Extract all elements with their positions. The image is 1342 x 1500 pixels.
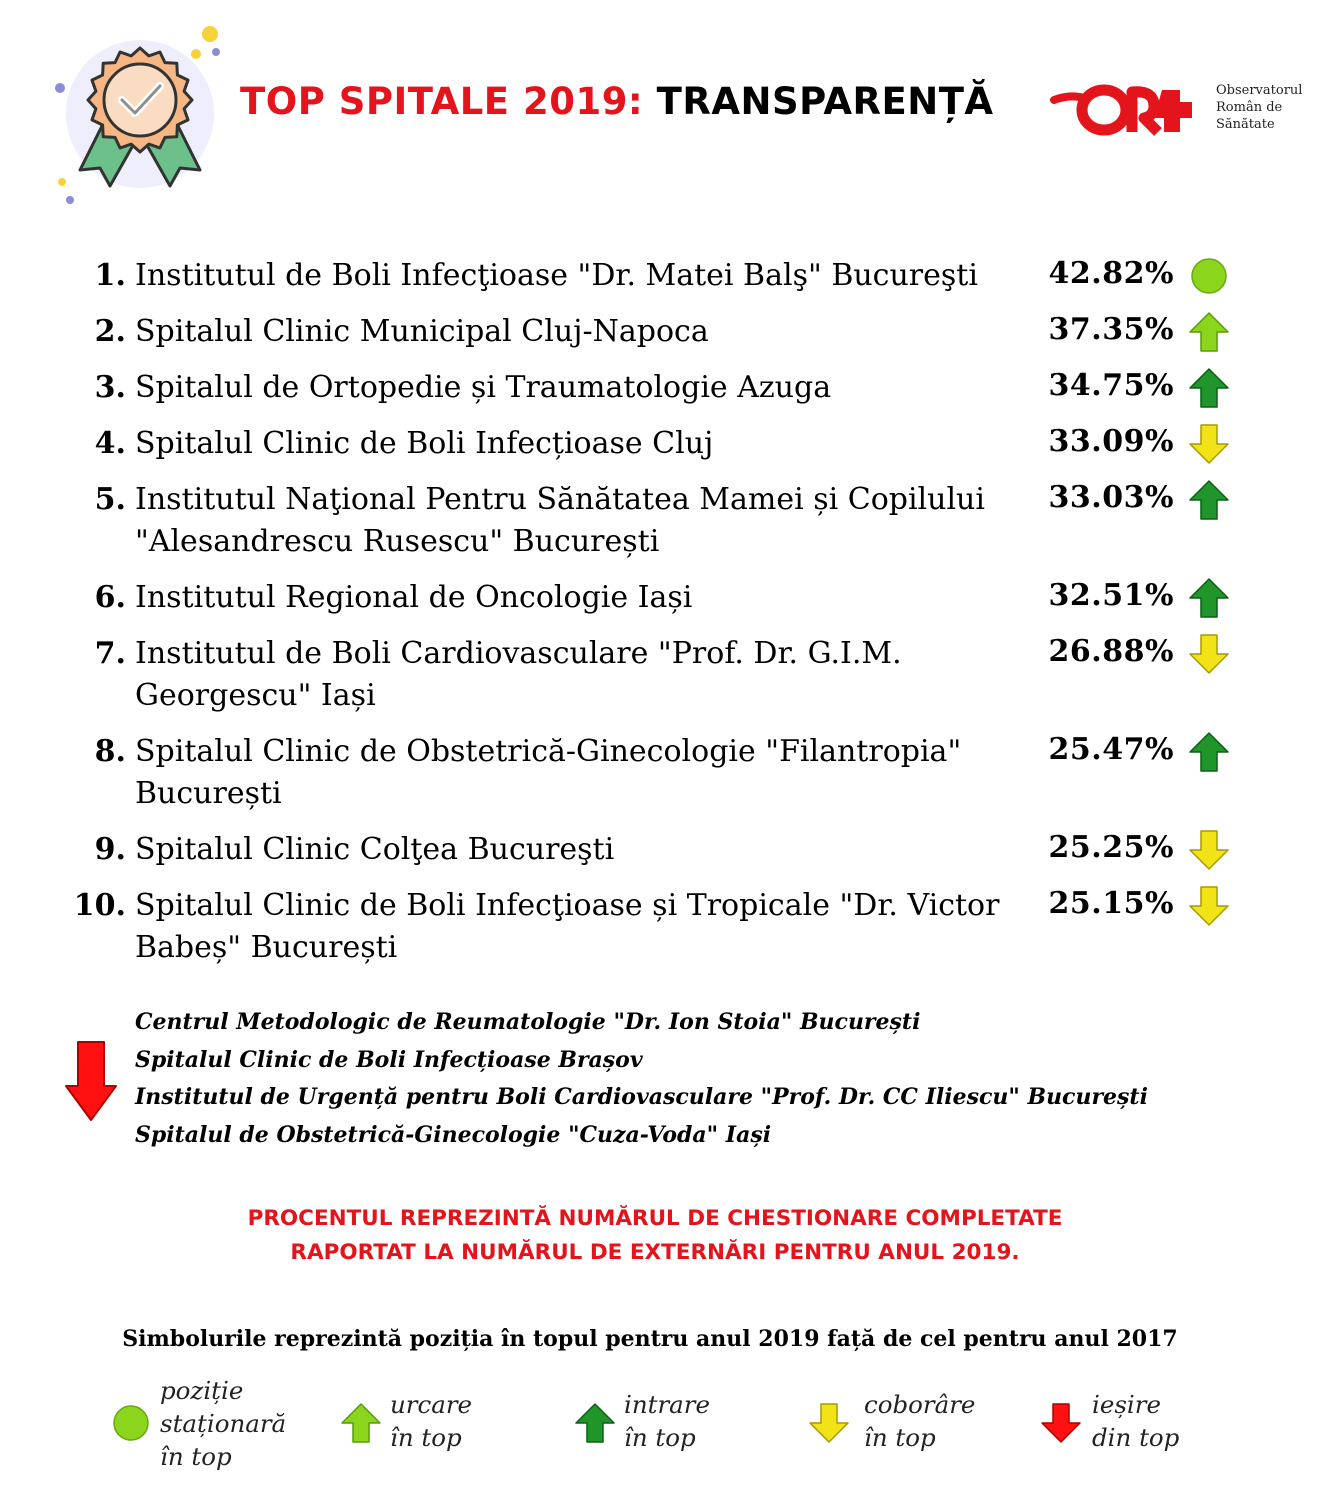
hospital-name: Institutul de Boli Infecţioase "Dr. Matei Balş" Bucureşti: [135, 258, 978, 293]
hospital-name: Spitalul Clinic de Boli Infecţioase și Tropicale "Dr. Victor Babeș" București: [135, 888, 1000, 965]
rank-number: 4.: [94, 426, 126, 461]
legend-label-line: în top: [624, 1423, 696, 1452]
hospital-name: Spitalul Clinic Municipal Cluj-Napoca: [135, 314, 709, 349]
legend-label-line: în top: [864, 1423, 936, 1452]
transparency-percent: 25.15%: [1048, 886, 1174, 921]
transparency-percent: 33.09%: [1048, 424, 1174, 459]
rank-number: 6.: [94, 580, 126, 615]
award-badge-icon: [40, 22, 240, 222]
title-red-part: TOP SPITALE 2019:: [240, 80, 644, 123]
legend-label-line: intrare: [624, 1390, 710, 1419]
exited-hospital: Centrul Metodologic de Reumatologie "Dr. Ion Stoia" București: [135, 1009, 921, 1035]
hospital-name: Spitalul Clinic Colţea Bucureşti: [135, 832, 615, 867]
arrow-down-icon: [1188, 633, 1230, 675]
rank-number: 10.: [73, 888, 126, 923]
hospital-name: Institutul Naţional Pentru Sănătatea Mamei și Copilului "Alesandrescu Rusescu" București: [135, 482, 985, 559]
circle-icon: [110, 1402, 152, 1444]
note-line: PROCENTUL REPREZINTĂ NUMĂRUL DE CHESTIONARE COMPLETATE: [247, 1206, 1063, 1231]
legend-label: [160, 1374, 286, 1473]
note-line: RAPORTAT LA NUMĂRUL DE EXTERNĂRI PENTRU ANUL 2019.: [290, 1240, 1020, 1265]
rank-number: 3.: [94, 370, 126, 405]
legend-label-line: în top: [160, 1442, 232, 1471]
legend-label: [864, 1388, 975, 1454]
transparency-percent: 25.25%: [1048, 830, 1174, 865]
ors-logo: [1050, 80, 1210, 140]
circle-icon: [1188, 255, 1230, 297]
arrow-down-icon: [1188, 885, 1230, 927]
legend-label-line: în top: [390, 1423, 462, 1452]
transparency-percent: 34.75%: [1048, 368, 1174, 403]
arrow-down-icon: [1040, 1402, 1082, 1444]
page-title: [240, 80, 994, 123]
exited-hospitals-list: [135, 1004, 1148, 1154]
rank-number: 1.: [94, 258, 126, 293]
legend-label-line: staționară: [160, 1409, 287, 1438]
legend-label: [624, 1388, 710, 1454]
rank-number: 8.: [94, 734, 126, 769]
arrow-up-icon: [1188, 577, 1230, 619]
hospital-name: Spitalul de Ortopedie și Traumatologie Azuga: [135, 370, 832, 405]
arrow-down-icon: [1188, 829, 1230, 871]
legend-label: [1092, 1388, 1179, 1454]
exited-hospital: Institutul de Urgență pentru Boli Cardiovasculare "Prof. Dr. CC Iliescu" București: [135, 1084, 1148, 1110]
arrow-up-icon: [1188, 311, 1230, 353]
arrow-up-icon: [1188, 367, 1230, 409]
transparency-percent: 37.35%: [1048, 312, 1174, 347]
arrow-up-icon: [340, 1402, 382, 1444]
exited-hospital: Spitalul de Obstetrică-Ginecologie "Cuza-Voda" Iași: [135, 1121, 772, 1148]
arrow-down-icon: [808, 1402, 850, 1444]
transparency-percent: 42.82%: [1048, 256, 1174, 291]
logo-caption-line: Român de: [1216, 100, 1283, 115]
exited-hospital: Spitalul Clinic de Boli Infecțioase Brașov: [135, 1046, 643, 1073]
legend-label-line: din top: [1092, 1423, 1180, 1452]
transparency-percent: 26.88%: [1048, 634, 1174, 669]
arrow-up-icon: [1188, 479, 1230, 521]
percentage-note: [0, 1202, 1310, 1270]
arrow-down-icon: [1188, 423, 1230, 465]
hospital-name: Institutul Regional de Oncologie Iași: [135, 580, 693, 615]
logo-caption-line: Observatorul: [1216, 83, 1303, 98]
arrow-up-icon: [574, 1402, 616, 1444]
title-black-part: TRANSPARENȚĂ: [656, 80, 994, 123]
hospital-name: Institutul de Boli Cardiovasculare "Prof. Dr. G.I.M. Georgescu" Iași: [135, 636, 902, 713]
exit-arrow-icon: [64, 1040, 118, 1122]
legend-label-line: poziție: [160, 1376, 244, 1405]
legend-label-line: coborâre: [864, 1390, 976, 1419]
legend-caption: Simbolurile reprezintă poziția în topul pentru anul 2019 față de cel pentru anul 2017: [122, 1326, 1178, 1352]
logo-caption: [1216, 82, 1302, 133]
rank-number: 7.: [94, 636, 126, 671]
rank-number: 5.: [94, 482, 126, 517]
transparency-percent: 33.03%: [1048, 480, 1174, 515]
legend-label-line: urcare: [390, 1390, 473, 1419]
hospital-name: Spitalul Clinic de Obstetrică-Ginecologie "Filantropia" București: [135, 734, 962, 811]
transparency-percent: 32.51%: [1048, 578, 1174, 613]
rank-number: 9.: [94, 832, 126, 867]
hospital-name: Spitalul Clinic de Boli Infecțioase Cluj: [135, 426, 714, 461]
transparency-percent: 25.47%: [1048, 732, 1174, 767]
legend-label: [390, 1388, 472, 1454]
logo-caption-line: Sănătate: [1216, 117, 1275, 132]
arrow-up-icon: [1188, 731, 1230, 773]
rank-number: 2.: [94, 314, 126, 349]
legend-label-line: ieșire: [1092, 1390, 1161, 1419]
